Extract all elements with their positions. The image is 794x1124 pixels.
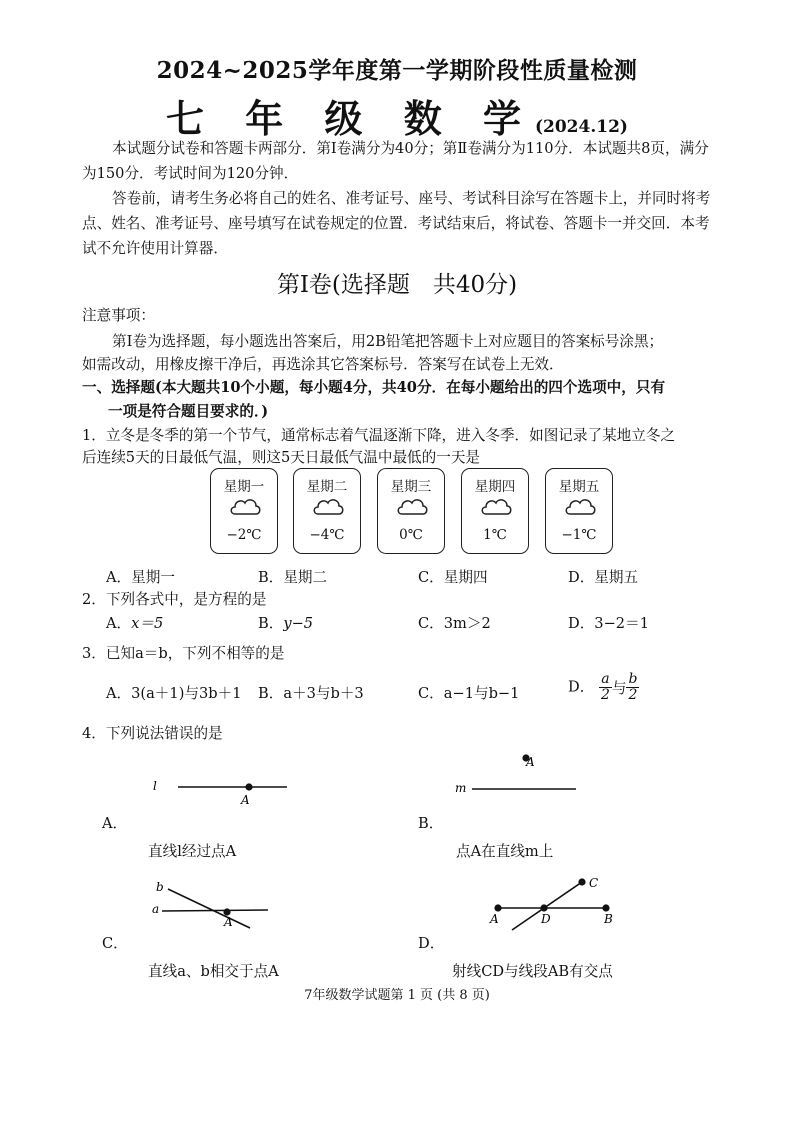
weather-card-tuesday bbox=[293, 468, 361, 554]
label-point-d: D bbox=[541, 912, 551, 926]
weather-temp: 1℃ bbox=[483, 527, 507, 543]
figure-c bbox=[148, 874, 278, 932]
label-point-c: C bbox=[589, 876, 599, 890]
notice-label: 注意事项： bbox=[82, 307, 155, 324]
instruction-line-1: 一、选择题(本大题共10个小题，每小题4分，共40分．在每小题给出的四个选项中，只有 bbox=[82, 379, 666, 396]
label-point-a: A bbox=[241, 793, 250, 807]
q4-caption-c: 直线a、b相交于点A bbox=[148, 963, 279, 980]
denominator: 2 bbox=[628, 687, 638, 703]
weather-day: 星期五 bbox=[558, 479, 600, 495]
q1-option-b[interactable]: B．星期二 bbox=[258, 569, 328, 586]
weather-card-wednesday bbox=[377, 468, 445, 554]
option-letter: C． bbox=[418, 615, 444, 632]
cloud-icon bbox=[479, 495, 513, 517]
weather-card-friday bbox=[545, 468, 613, 554]
instruction-line-2: 一项是符合题目要求的．) bbox=[108, 403, 269, 420]
point-b bbox=[602, 904, 609, 911]
q1-stem-line-2: 后连续5天的日最低气温，则这5天日最低气温中最低的一天是 bbox=[82, 449, 481, 466]
q2-option-a[interactable] bbox=[106, 612, 163, 633]
label-line-l: l bbox=[153, 779, 157, 793]
exam-date: (2024.12) bbox=[534, 117, 628, 137]
point-c bbox=[578, 878, 585, 885]
label-point-a: A bbox=[224, 915, 233, 929]
q1-option-d[interactable]: D．星期五 bbox=[568, 569, 639, 586]
option-letter: D． bbox=[568, 615, 595, 632]
q4-option-c[interactable]: C． bbox=[102, 935, 128, 952]
option-expression: 3−2＝1 bbox=[594, 615, 649, 632]
figure-b bbox=[452, 750, 592, 800]
q2-option-d[interactable] bbox=[568, 612, 649, 633]
weather-temp: −4℃ bbox=[309, 527, 345, 543]
q1-stem-line-1: 1．立冬是冬季的第一个节气，通常标志着气温逐渐下降，进入冬季．如图记录了某地立冬之 bbox=[82, 427, 676, 444]
q3-stem: 3．已知a＝b，下列不相等的是 bbox=[82, 645, 285, 662]
weather-temp: 0℃ bbox=[399, 527, 423, 543]
q2-option-c[interactable] bbox=[418, 612, 491, 633]
label-line-m: m bbox=[455, 781, 467, 795]
cloud-icon bbox=[228, 495, 262, 517]
q2-option-b[interactable] bbox=[258, 612, 313, 633]
fraction-b-over-2 bbox=[626, 672, 639, 703]
q2-stem: 2．下列各式中，是方程的是 bbox=[82, 591, 267, 608]
q4-caption-a: 直线l经过点A bbox=[148, 843, 237, 860]
denominator: 2 bbox=[600, 687, 610, 703]
q3-option-c[interactable]: C．a−1与b−1 bbox=[418, 685, 520, 702]
option-expression: x＝5 bbox=[131, 615, 164, 632]
cloud-icon bbox=[311, 495, 345, 517]
label-point-a: A bbox=[490, 912, 499, 926]
cloud-icon bbox=[563, 495, 597, 517]
option-connector: 与 bbox=[611, 680, 627, 697]
fraction-a-over-2 bbox=[599, 672, 612, 703]
weather-temp: −2℃ bbox=[226, 527, 262, 543]
q4-option-a[interactable]: A． bbox=[102, 815, 128, 832]
numerator: b bbox=[628, 671, 638, 687]
label-line-b: b bbox=[156, 880, 164, 894]
weather-card-monday bbox=[210, 468, 278, 554]
exam-title: 2024~2025学年度第一学期阶段性质量检测 bbox=[156, 57, 638, 84]
cloud-icon bbox=[395, 495, 429, 517]
intro-paragraph-2: 答卷前，请考生务必将自己的姓名、准考证号、座号、考试科目涂写在答题卡上，并同时将考点、姓名、准考证号、座号填写在试卷规定的位置．考试结束后，将试卷、答题卡一并交回．本考试不允许使用计算器． bbox=[82, 190, 711, 257]
q4-caption-d: 射线CD与线段AB有交点 bbox=[452, 963, 613, 980]
option-expression: y−5 bbox=[283, 615, 314, 632]
q1-option-a[interactable]: A．星期一 bbox=[106, 569, 175, 586]
weather-card-thursday bbox=[461, 468, 529, 554]
point-a bbox=[494, 904, 501, 911]
label-line-a: a bbox=[152, 902, 160, 916]
weather-day: 星期一 bbox=[223, 479, 265, 495]
option-letter: B． bbox=[258, 615, 284, 632]
weather-day: 星期二 bbox=[306, 479, 348, 495]
page-footer: 7年级数学试题第 1 页 (共 8 页) bbox=[304, 988, 490, 1003]
option-letter: D． bbox=[568, 678, 595, 696]
notice-line-2: 如需改动，用橡皮擦干净后，再选涂其它答案标号．答案写在试卷上无效． bbox=[82, 356, 564, 373]
q3-option-a[interactable]: A．3(a＋1)与3b＋1 bbox=[106, 685, 242, 702]
option-letter: A． bbox=[106, 615, 132, 632]
section-title: 第Ⅰ卷(选择题 共40分) bbox=[276, 272, 518, 298]
figure-d bbox=[486, 870, 626, 934]
line-b bbox=[168, 889, 250, 928]
point-a bbox=[245, 783, 252, 790]
q4-option-d[interactable]: D． bbox=[418, 935, 445, 952]
q4-option-b[interactable]: B． bbox=[418, 815, 444, 832]
q4-stem: 4．下列说法错误的是 bbox=[82, 725, 223, 742]
weather-temp: −1℃ bbox=[561, 527, 597, 543]
q1-option-c[interactable]: C．星期四 bbox=[418, 569, 488, 586]
weather-day: 星期四 bbox=[474, 479, 516, 495]
figure-a bbox=[150, 772, 300, 808]
label-point-a: A bbox=[526, 755, 535, 769]
numerator: a bbox=[599, 672, 612, 688]
subject-name: 七 年 级 数 学 bbox=[166, 96, 535, 141]
subject-title bbox=[0, 88, 794, 143]
point-d bbox=[540, 904, 547, 911]
q3-option-d[interactable] bbox=[568, 672, 639, 703]
option-expression: 3m＞2 bbox=[443, 615, 491, 632]
intro-paragraph-1: 本试题分试卷和答题卡两部分．第Ⅰ卷满分为40分；第Ⅱ卷满分为110分．本试题共8页，满分为150分．考试时间为120分钟． bbox=[82, 140, 709, 182]
notice-line-1: 第Ⅰ卷为选择题，每小题选出答案后，用2B铅笔把答题卡上对应题目的答案标号涂黑； bbox=[112, 333, 664, 350]
label-point-b: B bbox=[604, 912, 613, 926]
q3-option-b[interactable]: B．a＋3与b＋3 bbox=[258, 685, 364, 702]
q4-caption-b: 点A在直线m上 bbox=[456, 843, 554, 860]
weather-day: 星期三 bbox=[390, 479, 432, 495]
